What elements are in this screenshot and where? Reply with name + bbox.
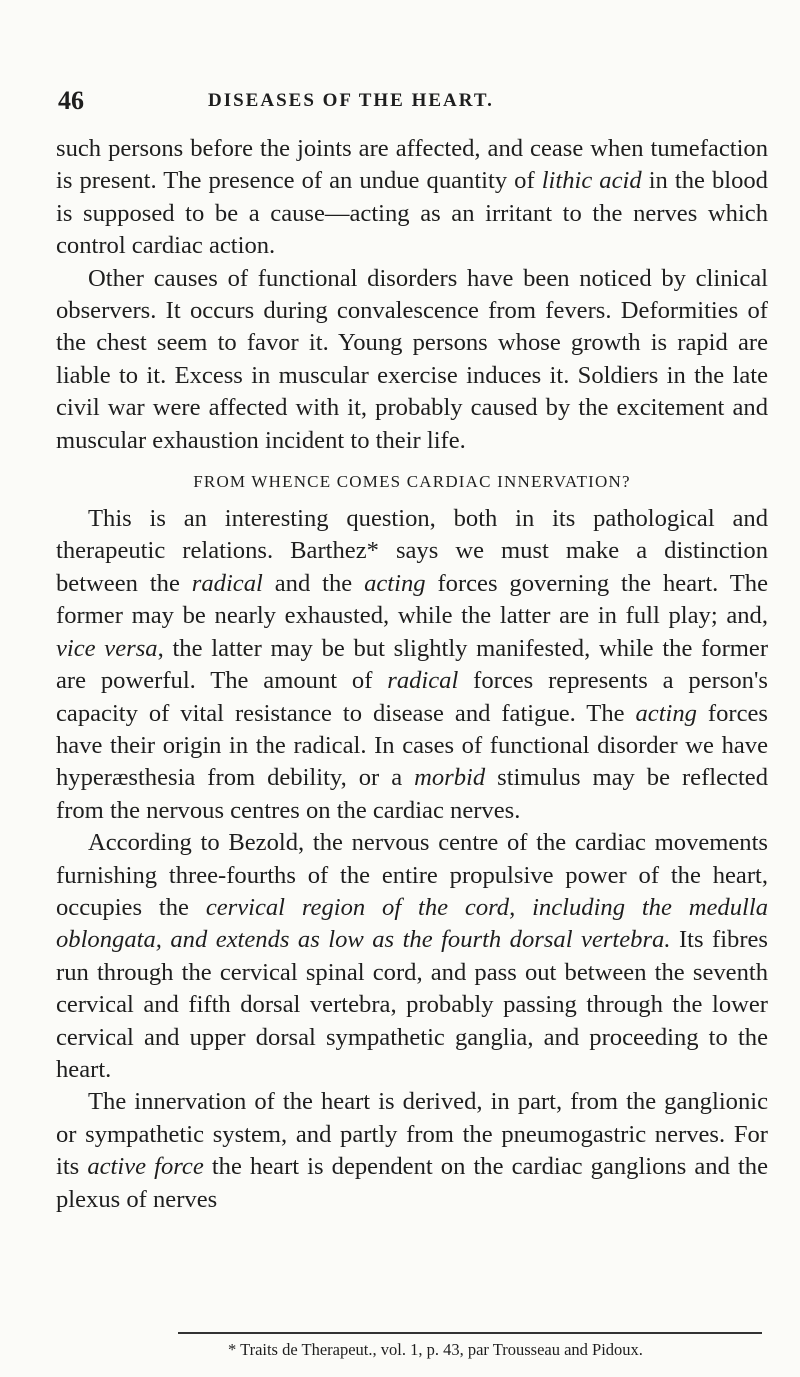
page-header bbox=[58, 86, 762, 116]
text-run: Other causes of functional disorders have been noticed by clinical observers. It occurs during convalescence from fevers. Deformities of the chest seem to favor it. Young persons whose growth is rapid are liable to it. Excess in muscular exercise induces it. Soldiers in the late civil war were affected with it, probably caused by the excitement and muscular exhaustion incident to their life. bbox=[56, 264, 768, 454]
paragraph-1 bbox=[56, 133, 768, 263]
text-run: This is an interesting question, both in its pathological and therapeutic relations. Barthez* says we must make a distinction between the bbox=[56, 505, 768, 597]
text-run: The innervation of the heart is derived, in part, from the ganglionic or sympathetic system, and partly from the pneumogastric nerves. For its bbox=[56, 1088, 768, 1181]
italic-run: acting bbox=[364, 569, 426, 597]
text-run: Its fibres run through the cervical spinal cord, and pass out between the seventh cervical and fifth dorsal vertebra, probably passing through the lower cervical and upper dorsal sympathetic ganglia, and proceeding to the heart. bbox=[56, 926, 769, 1083]
text-run: forces governing the heart. The former may be nearly exhausted, while the latter are in full play; and, bbox=[56, 569, 768, 630]
text-run: forces have their origin in the radical. In cases of functional disorder we have hyperæsthesia from debility, or a bbox=[56, 699, 768, 792]
text-run: forces represents a person's capacity of vital resistance to disease and fatigue. The bbox=[56, 667, 768, 727]
footnote: * Traits de Therapeut., vol. 1, p. 43, par Trousseau and Pidoux. bbox=[228, 1340, 643, 1359]
page-number: 46 bbox=[58, 86, 84, 115]
text-run: and the bbox=[262, 569, 365, 597]
paragraph-3 bbox=[56, 503, 768, 827]
text-run: stimulus may be reflected from the nervous centres on the cardiac nerves. bbox=[56, 764, 768, 824]
paragraph-4 bbox=[56, 827, 768, 1086]
paragraph-5 bbox=[56, 1086, 768, 1216]
paragraph-2 bbox=[56, 263, 768, 457]
italic-run: acting bbox=[635, 699, 697, 727]
italic-run: morbid bbox=[414, 764, 486, 792]
section-heading: FROM WHENCE COMES CARDIAC INNERVATION? bbox=[193, 472, 631, 492]
running-head: DISEASES OF THE HEART. bbox=[208, 90, 494, 111]
italic-run: radical bbox=[387, 667, 459, 695]
italic-run: cervical region of the cord, including the medulla oblongata, and extends as low as the fourth dorsal vertebra. bbox=[56, 893, 768, 954]
italic-run: radical bbox=[191, 569, 263, 597]
body-text bbox=[56, 133, 768, 1216]
italic-run: vice versa bbox=[56, 634, 158, 662]
text-run: such persons before the joints are affected, and cease when tumefaction is present. The presence of an undue quantity of bbox=[56, 135, 768, 195]
text-run: , the latter may be but slightly manifested, while the former are powerful. The amount of bbox=[56, 634, 769, 695]
text-run: in the blood is supposed to be a cause—acting as an irritant to the nerves which control cardiac action. bbox=[56, 167, 768, 260]
text-run: According to Bezold, the nervous centre of the cardiac movements furnishing three-fourths of the entire propulsive power of the heart, occupies the bbox=[56, 829, 768, 921]
italic-run: lithic acid bbox=[541, 167, 642, 195]
italic-run: active force bbox=[87, 1153, 204, 1181]
text-run: the heart is dependent on the cardiac ganglions and the plexus of nerves bbox=[56, 1153, 769, 1213]
footnote-rule bbox=[178, 1332, 762, 1334]
